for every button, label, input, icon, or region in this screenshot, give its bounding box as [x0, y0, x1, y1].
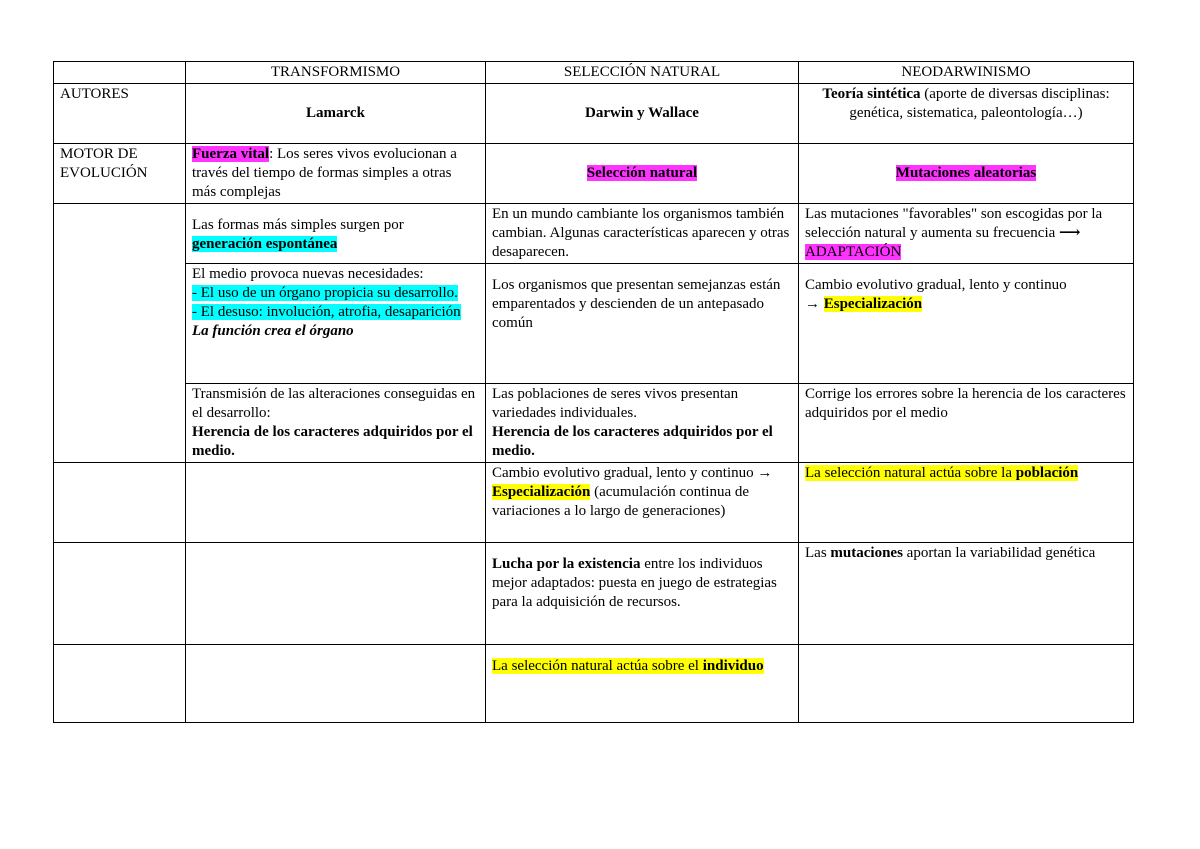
lucha-existencia: Lucha por la existencia: [492, 556, 641, 572]
row-5: [54, 543, 1134, 645]
especializacion-sel: Especialización: [492, 484, 591, 500]
header-neodarwinismo: NEODARWINISMO: [799, 62, 1134, 84]
desuso-organo: - El desuso: involución, atrofia, desaparición: [192, 304, 461, 320]
motor-neodarwinismo: [799, 144, 1134, 204]
motor-row: [54, 144, 1134, 204]
row2-col3-text: Cambio evolutivo gradual, lento y continuo: [805, 277, 1067, 293]
header-empty-cell: [54, 62, 186, 84]
row-4: [54, 463, 1134, 543]
autores-seleccion: [486, 84, 799, 144]
row5-col3-text1: Las: [805, 545, 831, 561]
row4-col2-text: Cambio evolutivo gradual, lento y continuo: [492, 465, 754, 481]
herencia-caracteres-t: Herencia de los caracteres adquiridos por el medio.: [192, 424, 473, 459]
row-1: [54, 204, 1134, 264]
row-6: [54, 645, 1134, 723]
motor-seleccion: [486, 144, 799, 204]
row1-col1-text: Las formas más simples surgen por: [192, 217, 404, 233]
empty-cell: [799, 645, 1134, 723]
row5-seleccion: [486, 543, 799, 645]
fuerza-vital: Fuerza vital: [192, 146, 270, 162]
row2-col1-text: El medio provoca nuevas necesidades:: [192, 266, 424, 282]
header-seleccion-natural: SELECCIÓN NATURAL: [486, 62, 799, 84]
generacion-espontanea: generación espontánea: [192, 236, 338, 252]
row2-transformismo: [186, 264, 486, 384]
row3-col2-text: Las poblaciones de seres vivos presentan variedades individuales.: [492, 386, 739, 421]
row5-col2-text: entre los individuos mejor adaptados: puesta en juego de estrategias para la adquisición de recursos.: [492, 556, 777, 610]
autores-label: AUTORES: [54, 84, 186, 144]
seleccion-poblacion: [805, 465, 1078, 481]
arrow-icon: →: [805, 296, 820, 312]
row3-col1-text: Transmisión de las alteraciones conseguidas en el desarrollo:: [192, 386, 476, 421]
row3-transformismo: [186, 384, 486, 463]
row4-seleccion: [486, 463, 799, 543]
mutaciones-aleatorias: Mutaciones aleatorias: [895, 165, 1037, 181]
empty-cell: [54, 463, 186, 543]
herencia-caracteres-s: Herencia de los caracteres adquiridos por el medio.: [492, 424, 773, 459]
header-transformismo: TRANSFORMISMO: [186, 62, 486, 84]
row6-seleccion: [486, 645, 799, 723]
poblacion: población: [1015, 465, 1079, 481]
individuo: individuo: [702, 658, 764, 674]
empty-label-cell: [54, 204, 186, 463]
funcion-crea-organo: La función crea el órgano: [192, 323, 354, 339]
row1-col3-text: Las mutaciones "favorables" son escogidas por la selección natural y aumenta su frecuencia: [805, 206, 1103, 241]
row-2: [54, 264, 1134, 384]
seleccion-individuo-text: La selección natural actúa sobre el: [492, 658, 703, 674]
autor-lamarck: Lamarck: [306, 105, 365, 121]
evolution-comparison-table: [53, 61, 1134, 723]
especializacion-neo: Especialización: [823, 296, 923, 312]
adaptacion: ADAPTACIÓN: [805, 244, 902, 260]
row5-neodarwinismo: [799, 543, 1134, 645]
empty-cell: [54, 543, 186, 645]
mutaciones: mutaciones: [830, 545, 903, 561]
motor-label: MOTOR DE EVOLUCIÓN: [54, 144, 186, 204]
empty-cell: [186, 463, 486, 543]
row1-transformismo: [186, 204, 486, 264]
seleccion-natural-motor: Selección natural: [586, 165, 698, 181]
arrow-icon: ⟶: [1059, 225, 1081, 241]
fuerza-vital-desc: : Los seres vivos evolucionan a través del tiempo de formas simples a otras más complejas: [192, 146, 457, 200]
empty-cell: [186, 645, 486, 723]
uso-organo: - El uso de un órgano propicia su desarrollo.: [192, 285, 458, 301]
seleccion-poblacion-text: La selección natural actúa sobre la: [805, 465, 1016, 481]
header-row: [54, 62, 1134, 84]
empty-cell: [54, 645, 186, 723]
row3-seleccion: [486, 384, 799, 463]
motor-transformismo: [186, 144, 486, 204]
row-3: [54, 384, 1134, 463]
row3-neodarwinismo: Corrige los errores sobre la herencia de los caracteres adquiridos por el medio: [799, 384, 1134, 463]
row2-neodarwinismo: [799, 264, 1134, 384]
row1-neodarwinismo: [799, 204, 1134, 264]
row1-seleccion: En un mundo cambiante los organismos también cambian. Algunas características aparecen y otras desaparecen.: [486, 204, 799, 264]
row2-seleccion: Los organismos que presentan semejanzas están emparentados y descienden de un antepasado común: [486, 264, 799, 384]
row5-col3-text2: aportan la variabilidad genética: [902, 545, 1096, 561]
row4-neodarwinismo: [799, 463, 1134, 543]
autores-transformismo: [186, 84, 486, 144]
empty-cell: [186, 543, 486, 645]
teoria-sintetica: Teoría sintética: [822, 86, 921, 102]
row4-col2-rest: (acumulación continua de variaciones a lo largo de generaciones): [492, 484, 750, 519]
autor-darwin-wallace: Darwin y Wallace: [585, 105, 699, 121]
autores-neodarwinismo: [799, 84, 1134, 144]
seleccion-individuo: [492, 658, 764, 674]
teoria-sintetica-desc: (aporte de diversas disciplinas: genética, sistematica, paleontología…): [849, 86, 1110, 121]
arrow-icon: →: [757, 465, 773, 481]
autores-row: [54, 84, 1134, 144]
